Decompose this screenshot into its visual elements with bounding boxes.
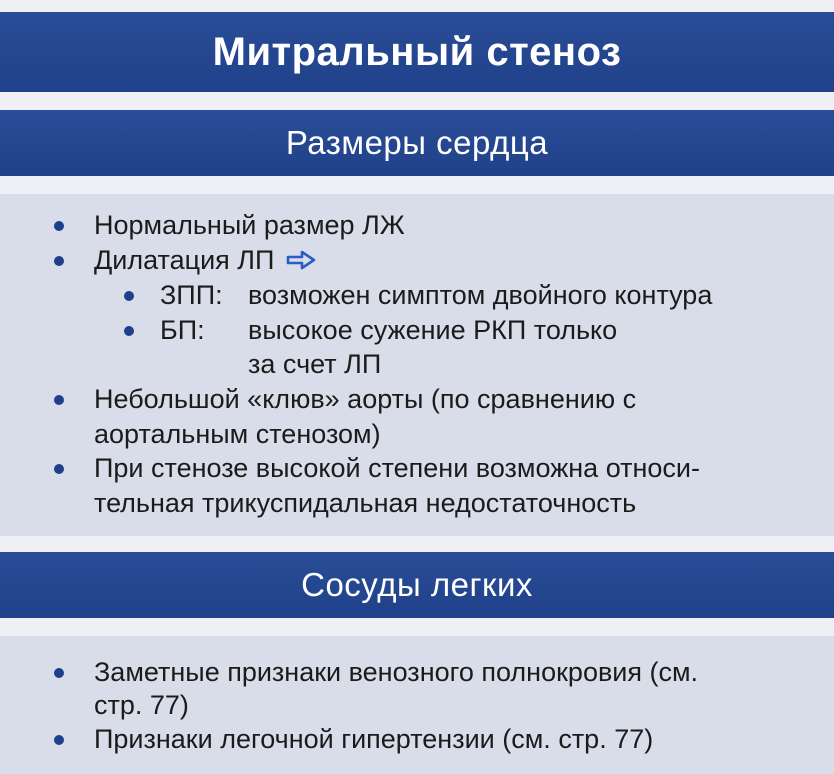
page-title: Митральный стеноз [0,12,834,92]
lung-vessels-panel [0,636,834,774]
section-heading-lung-vessels: Сосуды легких [0,552,834,618]
list-item: Небольшой «клюв» аорты (по сравнению с [94,384,637,414]
list-item-continuation: тельная трикуспидальная недостаточность [94,488,637,518]
sub-bullet-icon [124,291,134,301]
bullet-icon [54,464,64,474]
sub-list-item [160,278,712,312]
sub-item-text: высокое сужение РКП только [248,315,618,345]
sub-item-label: ЗПП: [160,280,223,310]
list-item [94,243,316,277]
heart-size-panel [0,194,834,536]
right-arrow-icon [286,250,316,270]
list-item-continuation: стр. 77) [94,690,189,720]
bullet-icon [54,735,64,745]
list-item: Признаки легочной гипертензии (см. стр. 77) [94,724,654,754]
bullet-icon [54,256,64,266]
section-heading-heart-size: Размеры сердца [0,110,834,176]
list-item-continuation: аортальным стенозом) [94,419,381,449]
sub-list-item [160,313,617,347]
list-item-text: Дилатация ЛП [94,245,275,275]
bullet-icon [54,221,64,231]
sub-item-label: БП: [160,315,205,345]
bullet-icon [54,668,64,678]
sub-list-item-continuation: за счет ЛП [248,349,382,379]
list-item: Нормальный размер ЛЖ [94,210,405,240]
sub-bullet-icon [124,326,134,336]
list-item: Заметные признаки венозного полнокровия (см. [94,657,699,687]
sub-item-text: возможен симптом двойного контура [248,280,713,310]
list-item: При стенозе высокой степени возможна относи- [94,453,700,483]
bullet-icon [54,395,64,405]
